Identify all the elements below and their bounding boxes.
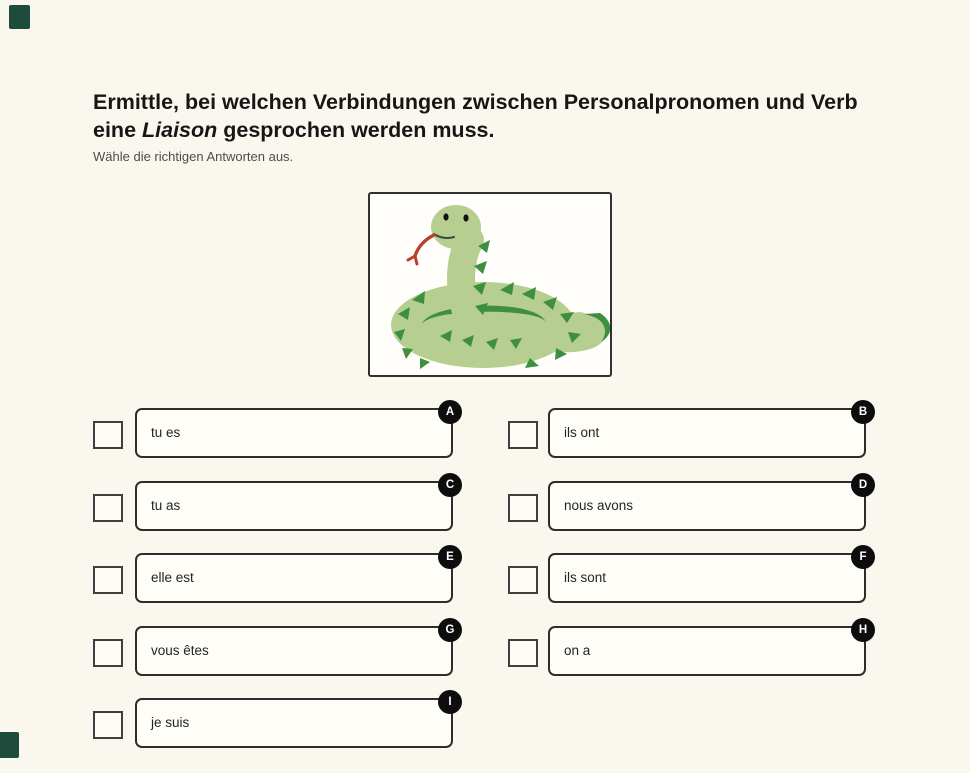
answer-box-c[interactable]	[135, 481, 453, 531]
answer-box-b[interactable]	[548, 408, 866, 458]
snake-illustration	[370, 194, 610, 375]
answer-label: on a	[564, 643, 591, 658]
checkbox-a[interactable]	[93, 421, 123, 449]
checkbox-i[interactable]	[93, 711, 123, 739]
task-title-text: Ermittle, bei welchen Verbindungen zwischen Personalpronomen und Verb eine	[93, 90, 858, 142]
answer-label: elle est	[151, 570, 194, 585]
answer-box-h[interactable]	[548, 626, 866, 676]
answer-badge-g: G	[438, 618, 462, 642]
answer-label: je suis	[151, 715, 190, 730]
checkbox-c[interactable]	[93, 494, 123, 522]
answer-badge-e: E	[438, 545, 462, 569]
illustration-panel	[368, 192, 612, 377]
top-left-corner-mark	[9, 5, 30, 29]
answer-badge-d: D	[851, 473, 875, 497]
answer-badge-i: I	[438, 690, 462, 714]
checkbox-b[interactable]	[508, 421, 538, 449]
answer-label: vous êtes	[151, 643, 209, 658]
checkbox-e[interactable]	[93, 566, 123, 594]
answer-box-f[interactable]	[548, 553, 866, 603]
task-title-italic-word: Liaison	[142, 118, 218, 142]
answer-box-a[interactable]	[135, 408, 453, 458]
answer-badge-c: C	[438, 473, 462, 497]
answer-box-i[interactable]	[135, 698, 453, 748]
task-title	[93, 88, 893, 144]
answer-badge-a: A	[438, 400, 462, 424]
checkbox-d[interactable]	[508, 494, 538, 522]
task-subtitle: Wähle die richtigen Antworten aus.	[93, 149, 294, 164]
answer-label: tu es	[151, 425, 181, 440]
answer-label: tu as	[151, 498, 181, 513]
answer-badge-h: H	[851, 618, 875, 642]
answer-badge-b: B	[851, 400, 875, 424]
answer-label: ils sont	[564, 570, 607, 585]
checkbox-f[interactable]	[508, 566, 538, 594]
checkbox-g[interactable]	[93, 639, 123, 667]
answer-box-g[interactable]	[135, 626, 453, 676]
answer-label: nous avons	[564, 498, 634, 513]
task-title-text-end: gesprochen werden muss.	[217, 118, 495, 142]
bottom-left-corner-mark	[0, 732, 19, 758]
checkbox-h[interactable]	[508, 639, 538, 667]
answer-badge-f: F	[851, 545, 875, 569]
answer-box-e[interactable]	[135, 553, 453, 603]
answer-label: ils ont	[564, 425, 600, 440]
answer-box-d[interactable]	[548, 481, 866, 531]
